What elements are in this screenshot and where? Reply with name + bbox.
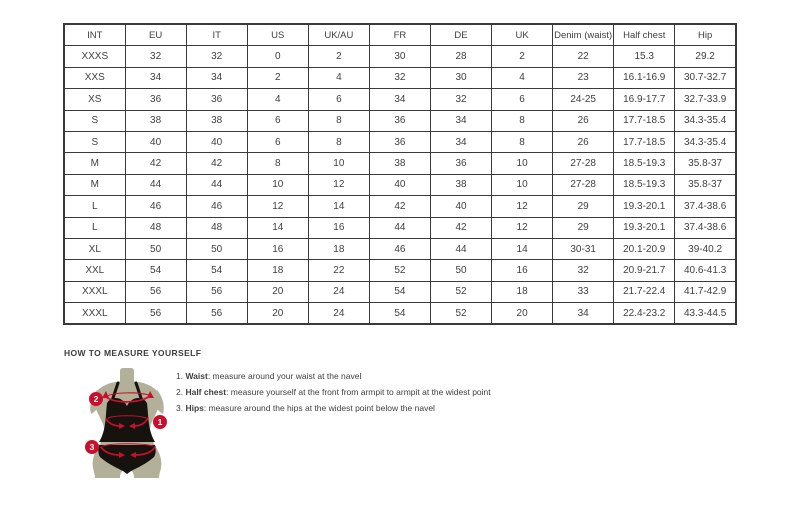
table-cell: 33 (553, 281, 614, 302)
table-cell: 8 (247, 153, 308, 174)
table-cell: XL (64, 238, 125, 259)
table-cell: 2 (308, 46, 369, 67)
table-cell: 36 (125, 89, 186, 110)
table-cell: 34.3-35.4 (675, 110, 736, 131)
table-cell: 17.7-18.5 (614, 131, 675, 152)
table-cell: 4 (492, 67, 553, 88)
measure-step (176, 403, 491, 414)
table-row (64, 174, 736, 195)
table-cell: 48 (125, 217, 186, 238)
table-cell: 8 (308, 131, 369, 152)
table-cell: 27-28 (553, 153, 614, 174)
table-cell: 34 (369, 89, 430, 110)
marker-waist (153, 415, 167, 429)
column-header: Half chest (614, 24, 675, 46)
table-cell: 20 (247, 281, 308, 302)
table-cell: 36 (369, 110, 430, 131)
step-number: 2. (176, 387, 186, 397)
size-table-body (64, 46, 736, 325)
table-cell: 32 (125, 46, 186, 67)
column-header: FR (369, 24, 430, 46)
table-cell: 32 (369, 67, 430, 88)
table-cell: XXXS (64, 46, 125, 67)
table-cell: 35.8-37 (675, 174, 736, 195)
table-cell: 30 (430, 67, 491, 88)
size-chart-table (63, 23, 737, 325)
table-row (64, 238, 736, 259)
table-cell: 14 (308, 196, 369, 217)
table-cell: 29 (553, 196, 614, 217)
table-cell: L (64, 196, 125, 217)
table-cell: 30 (369, 46, 430, 67)
table-cell: 14 (492, 238, 553, 259)
table-cell: 26 (553, 131, 614, 152)
table-cell: 15.3 (614, 46, 675, 67)
marker-chest-number: 2 (93, 394, 99, 404)
table-cell: 34 (430, 110, 491, 131)
table-cell: 16 (308, 217, 369, 238)
table-cell: 42 (369, 196, 430, 217)
mannequin-illustration (76, 366, 186, 506)
table-row (64, 217, 736, 238)
table-cell: 52 (430, 303, 491, 325)
table-cell: XS (64, 89, 125, 110)
table-cell: L (64, 217, 125, 238)
table-cell: 32 (553, 260, 614, 281)
table-cell: M (64, 174, 125, 195)
step-label: Hips (185, 403, 204, 413)
step-text: : measure around your waist at the navel (207, 371, 362, 381)
table-cell: 37.4-38.6 (675, 217, 736, 238)
table-cell: 8 (308, 110, 369, 131)
table-cell: 40.6-41.3 (675, 260, 736, 281)
table-cell: 34.3-35.4 (675, 131, 736, 152)
table-cell: 24-25 (553, 89, 614, 110)
table-cell: 12 (247, 196, 308, 217)
table-cell: 16 (247, 238, 308, 259)
table-cell: 40 (125, 131, 186, 152)
table-cell: 56 (125, 281, 186, 302)
table-cell: 54 (125, 260, 186, 281)
table-cell: 30-31 (553, 238, 614, 259)
table-cell: 10 (247, 174, 308, 195)
mannequin-neck (120, 368, 134, 382)
table-row (64, 89, 736, 110)
table-cell: M (64, 153, 125, 174)
table-cell: 10 (492, 153, 553, 174)
table-cell: 12 (308, 174, 369, 195)
table-row (64, 260, 736, 281)
table-row (64, 67, 736, 88)
step-text: : measure yourself at the front from armpit to armpit at the widest point (226, 387, 491, 397)
table-cell: 10 (308, 153, 369, 174)
table-row (64, 131, 736, 152)
table-cell: 4 (308, 67, 369, 88)
table-cell: 34 (125, 67, 186, 88)
table-cell: 46 (125, 196, 186, 217)
table-cell: 22.4-23.2 (614, 303, 675, 325)
table-cell: 10 (492, 174, 553, 195)
marker-hips (85, 440, 99, 454)
table-cell: 36 (430, 153, 491, 174)
table-cell: XXXL (64, 281, 125, 302)
table-cell: 38 (430, 174, 491, 195)
marker-waist-number: 1 (157, 417, 163, 427)
table-cell: 38 (186, 110, 247, 131)
step-label: Waist (185, 371, 208, 381)
table-cell: S (64, 131, 125, 152)
how-to-measure-title: HOW TO MEASURE YOURSELF (64, 348, 202, 358)
table-cell: 42 (125, 153, 186, 174)
measure-steps (176, 371, 491, 419)
column-header: UK (492, 24, 553, 46)
column-header: EU (125, 24, 186, 46)
table-cell: 44 (186, 174, 247, 195)
table-cell: 41.7-42.9 (675, 281, 736, 302)
table-cell: 44 (369, 217, 430, 238)
table-cell: 50 (125, 238, 186, 259)
column-header: INT (64, 24, 125, 46)
table-cell: 37.4-38.6 (675, 196, 736, 217)
table-cell: 42 (186, 153, 247, 174)
table-cell: 28 (430, 46, 491, 67)
table-cell: 22 (553, 46, 614, 67)
table-cell: 34 (553, 303, 614, 325)
table-cell: 56 (125, 303, 186, 325)
step-text: : measure around the hips at the widest point below the navel (203, 403, 435, 413)
step-number: 1. (176, 371, 186, 381)
table-cell: 38 (369, 153, 430, 174)
table-cell: 50 (430, 260, 491, 281)
table-cell: 14 (247, 217, 308, 238)
table-cell: 19.3-20.1 (614, 196, 675, 217)
table-cell: 44 (430, 238, 491, 259)
table-cell: 32.7-33.9 (675, 89, 736, 110)
table-cell: 54 (369, 281, 430, 302)
table-cell: 18 (308, 238, 369, 259)
table-cell: 56 (186, 303, 247, 325)
table-cell: 29.2 (675, 46, 736, 67)
table-cell: 54 (186, 260, 247, 281)
table-cell: 6 (247, 131, 308, 152)
table-cell: 21.7-22.4 (614, 281, 675, 302)
table-cell: 20 (492, 303, 553, 325)
table-cell: 0 (247, 46, 308, 67)
table-cell: 42 (430, 217, 491, 238)
table-cell: 18 (492, 281, 553, 302)
step-number: 3. (176, 403, 186, 413)
table-cell: 40 (186, 131, 247, 152)
table-cell: 32 (186, 46, 247, 67)
table-cell: 4 (247, 89, 308, 110)
table-cell: 23 (553, 67, 614, 88)
table-cell: S (64, 110, 125, 131)
table-cell: 8 (492, 131, 553, 152)
table-cell: 2 (492, 46, 553, 67)
table-cell: 12 (492, 196, 553, 217)
column-header: Hip (675, 24, 736, 46)
table-cell: 34 (186, 67, 247, 88)
table-cell: 6 (492, 89, 553, 110)
table-cell: 40 (369, 174, 430, 195)
table-cell: 40 (430, 196, 491, 217)
table-cell: 27-28 (553, 174, 614, 195)
table-cell: 32 (430, 89, 491, 110)
size-table-head (64, 24, 736, 46)
table-cell: 18.5-19.3 (614, 153, 675, 174)
table-cell: 35.8-37 (675, 153, 736, 174)
table-cell: 38 (125, 110, 186, 131)
table-cell: 24 (308, 303, 369, 325)
table-row (64, 196, 736, 217)
table-cell: 17.7-18.5 (614, 110, 675, 131)
table-cell: 18 (247, 260, 308, 281)
table-cell: 2 (247, 67, 308, 88)
table-cell: 18.5-19.3 (614, 174, 675, 195)
measurement-figure (76, 366, 186, 506)
table-cell: 16.1-16.9 (614, 67, 675, 88)
table-cell: 46 (186, 196, 247, 217)
table-cell: 19.3-20.1 (614, 217, 675, 238)
marker-hips-number: 3 (89, 442, 95, 452)
table-cell: XXL (64, 260, 125, 281)
size-table-header-row (64, 24, 736, 46)
table-cell: 34 (430, 131, 491, 152)
table-cell: 48 (186, 217, 247, 238)
column-header: Denim (waist) (553, 24, 614, 46)
marker-chest (89, 392, 103, 406)
table-row (64, 110, 736, 131)
column-header: US (247, 24, 308, 46)
table-cell: 24 (308, 281, 369, 302)
table-row (64, 153, 736, 174)
table-cell: 46 (369, 238, 430, 259)
table-cell: 22 (308, 260, 369, 281)
table-cell: 6 (308, 89, 369, 110)
table-cell: 20.9-21.7 (614, 260, 675, 281)
table-cell: 29 (553, 217, 614, 238)
table-cell: 20.1-20.9 (614, 238, 675, 259)
table-cell: 12 (492, 217, 553, 238)
table-cell: 8 (492, 110, 553, 131)
column-header: DE (430, 24, 491, 46)
table-cell: 20 (247, 303, 308, 325)
table-cell: 36 (369, 131, 430, 152)
measure-step (176, 387, 491, 398)
table-row (64, 303, 736, 325)
table-cell: 52 (369, 260, 430, 281)
table-cell: 39-40.2 (675, 238, 736, 259)
table-cell: 6 (247, 110, 308, 131)
table-cell: 54 (369, 303, 430, 325)
table-cell: 16 (492, 260, 553, 281)
table-cell: 44 (125, 174, 186, 195)
column-header: UK/AU (308, 24, 369, 46)
table-cell: 52 (430, 281, 491, 302)
table-cell: 36 (186, 89, 247, 110)
measure-step (176, 371, 491, 382)
table-row (64, 46, 736, 67)
step-label: Half chest (185, 387, 227, 397)
table-cell: 26 (553, 110, 614, 131)
table-cell: 56 (186, 281, 247, 302)
table-row (64, 281, 736, 302)
table-cell: 16.9-17.7 (614, 89, 675, 110)
table-cell: 43.3-44.5 (675, 303, 736, 325)
table-cell: 50 (186, 238, 247, 259)
table-cell: XXXL (64, 303, 125, 325)
table-cell: 30.7-32.7 (675, 67, 736, 88)
column-header: IT (186, 24, 247, 46)
table-cell: XXS (64, 67, 125, 88)
